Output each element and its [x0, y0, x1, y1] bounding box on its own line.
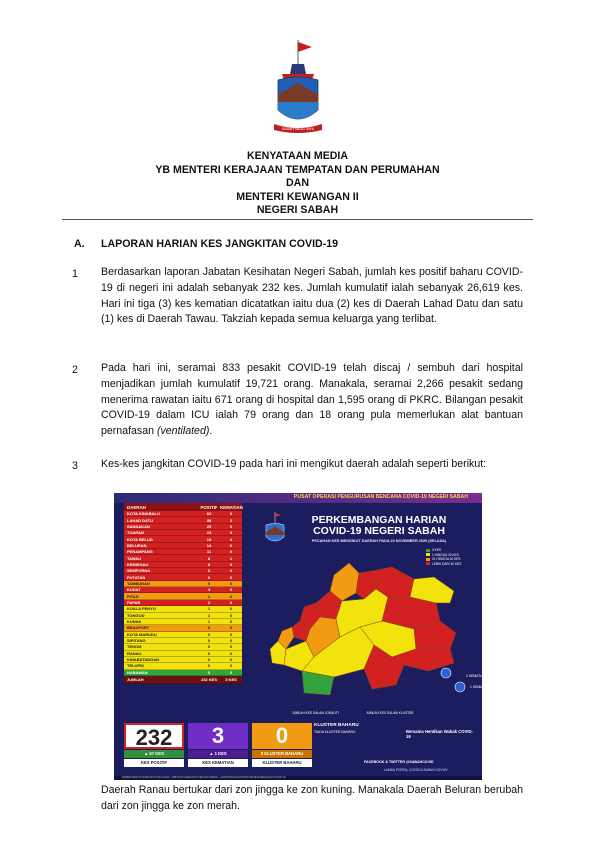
- cell-deaths: 0: [229, 606, 233, 612]
- legend-item: 0 KES: [426, 548, 472, 553]
- positive-delta: ▲ 57 KES: [124, 750, 184, 758]
- paragraph-2-italic: (ventilated): [156, 425, 210, 438]
- total-positive: 232 KES: [200, 676, 217, 682]
- social-handles: FACEBOOK & TWITTER @SABAHCOVID: [364, 760, 434, 764]
- cell-district: SIPITANG: [127, 638, 146, 644]
- cell-deaths: 0: [229, 549, 233, 555]
- cell-positive: 25: [206, 523, 212, 529]
- deaths-box: [188, 721, 248, 769]
- cell-district: PENAMPANG: [127, 549, 153, 555]
- map-label-lahad-deaths: 2 KEMATIAN: [466, 674, 486, 678]
- cell-deaths: 0: [229, 638, 233, 644]
- cell-deaths: 0: [229, 625, 233, 631]
- cell-deaths: 2: [229, 517, 233, 523]
- death-label: KES KEMATIAN: [188, 759, 248, 767]
- cell-district: KOTA BELUD: [127, 536, 153, 542]
- cell-district: PITAS: [127, 593, 139, 599]
- cell-deaths: 0: [229, 593, 233, 599]
- positive-count: 232: [124, 723, 184, 749]
- sabah-crest-small-icon: [262, 511, 288, 547]
- cell-positive: 1: [207, 612, 211, 618]
- new-cluster-note: KLUSTER BAHARU TIADA KLUSTER BAHARU: [314, 723, 359, 734]
- paragraph-2: Pada hari ini, seramai 833 pesakit COVID-19 telah discaj / sembuh dari hospital menjadikan jumlah kumulatif 19,721 orang. Manakala, seramai 2,266 pesakit sedang menerima rawatan iaitu 671 orang di hospital dan 1,595 orang di PKRC. Bilangan pesakit COVID-19 dalam ICU ialah 79 orang dan 18 orang pula memerlukan alat bantuan pernafasan (ventilated).: [101, 362, 523, 438]
- district-table: [124, 503, 242, 684]
- table-header: [124, 503, 242, 511]
- cell-positive: 4: [207, 587, 211, 593]
- cell-positive: 2: [207, 599, 211, 605]
- death-count: 3: [188, 723, 248, 749]
- map-note-locality: JUMLAH KES DALAM LOKALITI: [292, 711, 339, 715]
- legend-item: LEBIH DARI 40 KES: [426, 562, 472, 567]
- positive-label: KES POSITIF: [124, 759, 184, 767]
- document-heading: [60, 150, 535, 218]
- infographic-title: PERKEMBANGAN HARIAN COVID-19 NEGERI SABAH: [311, 514, 447, 537]
- campaign-slogan: Bersama Hentikan Wabak COVID-19: [406, 729, 473, 739]
- section-letter: A.: [74, 238, 85, 250]
- cell-deaths: 0: [229, 619, 233, 625]
- legend-item: 21 HINGGA 40 KES: [426, 557, 472, 562]
- cell-district: TAWAU: [127, 555, 142, 561]
- cell-deaths: 0: [229, 530, 233, 536]
- sabah-district-map: [264, 545, 490, 715]
- cell-positive: 14: [206, 542, 212, 548]
- cell-positive: 1: [207, 619, 211, 625]
- infographic-footer: KEMENTERIAN KESIHATAN MALAYSIA • JABATAN KESIHATAN NEGERI SABAH • JAWATANKUASA PENGURUSAN BENCANA COVID-19: [114, 776, 482, 780]
- cell-district: SEMPORNA: [127, 568, 151, 574]
- paragraph-1: Berdasarkan laporan Jabatan Kesihatan Negeri Sabah, jumlah kes positif baharu COVID-19 di negeri ini adalah sebanyak 232 kes. Jumlah kumulatif ialah sebanyak 26,619 kes. Hari ini tiga (3) kes kematian dicatatkan iaitu dua (2) kes di Daerah Lahad Datu dan satu (1) kes di Daerah Tawau. Takziah kepada semua keluarga yang terlibat.: [101, 266, 523, 326]
- legend-item: 1 HINGGA 20 KES: [426, 553, 472, 558]
- cell-deaths: 0: [229, 599, 233, 605]
- cluster-box: [252, 721, 312, 769]
- cell-positive: 0: [207, 657, 211, 663]
- cell-district: KUDAT: [127, 587, 141, 593]
- map-label-tawau-deaths: 1 KEMATIAN: [470, 685, 490, 689]
- cell-deaths: 0: [229, 511, 233, 517]
- cell-deaths: 0: [229, 650, 233, 656]
- heading-line-4: MENTERI KEWANGAN II: [236, 190, 359, 203]
- cell-district: PUTATAN: [127, 574, 146, 580]
- cell-deaths: 0: [229, 536, 233, 542]
- cell-positive: 8: [207, 561, 211, 567]
- cell-deaths: 0: [229, 574, 233, 580]
- cell-positive: 5: [207, 580, 211, 586]
- cell-district: KUALA PENYU: [127, 606, 156, 612]
- cell-district: TONGOD: [127, 612, 145, 618]
- cell-deaths: 0: [229, 644, 233, 650]
- cell-district: KUNAK: [127, 619, 142, 625]
- cell-positive: 0: [207, 638, 211, 644]
- cell-positive: 62: [206, 511, 212, 517]
- infographic-banner: [114, 493, 482, 503]
- cell-district: LAHAD DATU: [127, 517, 153, 523]
- cell-positive: 0: [207, 625, 211, 631]
- cell-positive: 6: [207, 574, 211, 580]
- header-deaths: KEMATIAN: [220, 504, 243, 510]
- cell-deaths: 0: [229, 542, 233, 548]
- cell-positive: 6: [207, 568, 211, 574]
- header-positive: POSITIF: [200, 504, 218, 510]
- cell-deaths: 0: [229, 587, 233, 593]
- cell-positive: 0: [207, 631, 211, 637]
- portal-url: LAMAN PORTAL COVID19.SABAH.GOV.MY: [384, 768, 448, 772]
- positive-cases-box: [124, 721, 184, 769]
- paragraph-number: 2: [72, 364, 78, 376]
- zone-change-note: Daerah Ranau bertukar dari zon jingga ke zon kuning. Manakala Daerah Beluran berubah dari zon jingga ke zon merah.: [101, 784, 523, 812]
- cell-district: KINABATANGAN: [127, 657, 160, 663]
- cell-district: RANAU: [127, 650, 142, 656]
- cell-positive: 0: [207, 669, 211, 675]
- cell-district: TUARAN: [127, 530, 144, 536]
- heading-line-1: KENYATAAN MEDIA: [246, 150, 349, 162]
- cluster-count: 0: [252, 723, 312, 749]
- cell-district: BEAUFORT: [127, 625, 150, 631]
- infographic-subtitle: PECAHAN KES MENGIKUT DAERAH PADA 24 NOVEMBER 2020 (SELASA): [311, 539, 447, 543]
- cell-deaths: 0: [229, 669, 233, 675]
- cell-district: KOTA KINABALU: [127, 511, 160, 517]
- cell-district: TELUPID: [127, 663, 145, 669]
- cell-deaths: 1: [229, 555, 233, 561]
- death-delta: ▲ 1 KES: [188, 750, 248, 758]
- covid-infographic: [114, 493, 490, 780]
- map-note-cluster: JUMLAH KES DALAM KLUSTER: [366, 711, 414, 715]
- heading-divider: [62, 219, 533, 220]
- cell-positive: 23: [206, 530, 212, 536]
- cell-deaths: 0: [229, 568, 233, 574]
- cell-district: PAPAR: [127, 599, 141, 605]
- cell-positive: 8: [207, 555, 211, 561]
- cell-deaths: 0: [229, 657, 233, 663]
- cell-district: NABAWAN: [127, 669, 148, 675]
- summary-boxes: [124, 721, 314, 773]
- cluster-label: KLUSTER BAHARU: [252, 759, 312, 767]
- banner-text: PUSAT OPERASI PENGURUSAN BENCANA COVID-19 NEGERI SABAH: [293, 494, 468, 500]
- cell-deaths: 0: [229, 663, 233, 669]
- paragraph-3: Kes-kes jangkitan COVID-19 pada hari ini mengikut daerah adalah seperti berikut:: [101, 458, 487, 470]
- cell-positive: 39: [206, 517, 212, 523]
- cell-deaths: 0: [229, 631, 233, 637]
- cell-district: BELURAN: [127, 542, 147, 548]
- cell-deaths: 0: [229, 612, 233, 618]
- cell-deaths: 0: [229, 580, 233, 586]
- paragraph-number: 1: [72, 268, 78, 280]
- table-total-row: [124, 676, 242, 684]
- cell-district: TAMBUNAN: [127, 580, 150, 586]
- cell-positive: 11: [206, 549, 212, 555]
- cell-district: TENOM: [127, 644, 142, 650]
- cell-positive: 1: [207, 606, 211, 612]
- cell-district: KOTA MARUDU: [127, 631, 157, 637]
- total-label: JUMLAH: [127, 676, 144, 682]
- heading-line-3: DAN: [286, 177, 309, 190]
- total-deaths: 3 KES: [225, 676, 237, 682]
- cell-positive: 15: [206, 536, 212, 542]
- cell-district: KENINGAU: [127, 561, 149, 567]
- cell-positive: 2: [207, 593, 211, 599]
- heading-line-5: NEGERI SABAH: [256, 204, 339, 217]
- cell-positive: 0: [207, 663, 211, 669]
- cluster-delta: 0 KLUSTER BAHARU: [252, 750, 312, 758]
- cell-deaths: 0: [229, 523, 233, 529]
- cell-district: SANDAKAN: [127, 523, 150, 529]
- section-title: LAPORAN HARIAN KES JANGKITAN COVID-19: [101, 238, 339, 250]
- cell-positive: 0: [207, 644, 211, 650]
- heading-line-2: YB MENTERI KERAJAAN TEMPATAN DAN PERUMAHAN: [155, 163, 440, 176]
- paragraph-number: 3: [72, 460, 78, 472]
- sabah-crest-logo: [268, 38, 328, 136]
- cell-positive: 0: [207, 650, 211, 656]
- cell-deaths: 0: [229, 561, 233, 567]
- header-district: DAERAH: [127, 504, 146, 510]
- crest-motto: SABAH MAJU JAYA: [281, 127, 315, 131]
